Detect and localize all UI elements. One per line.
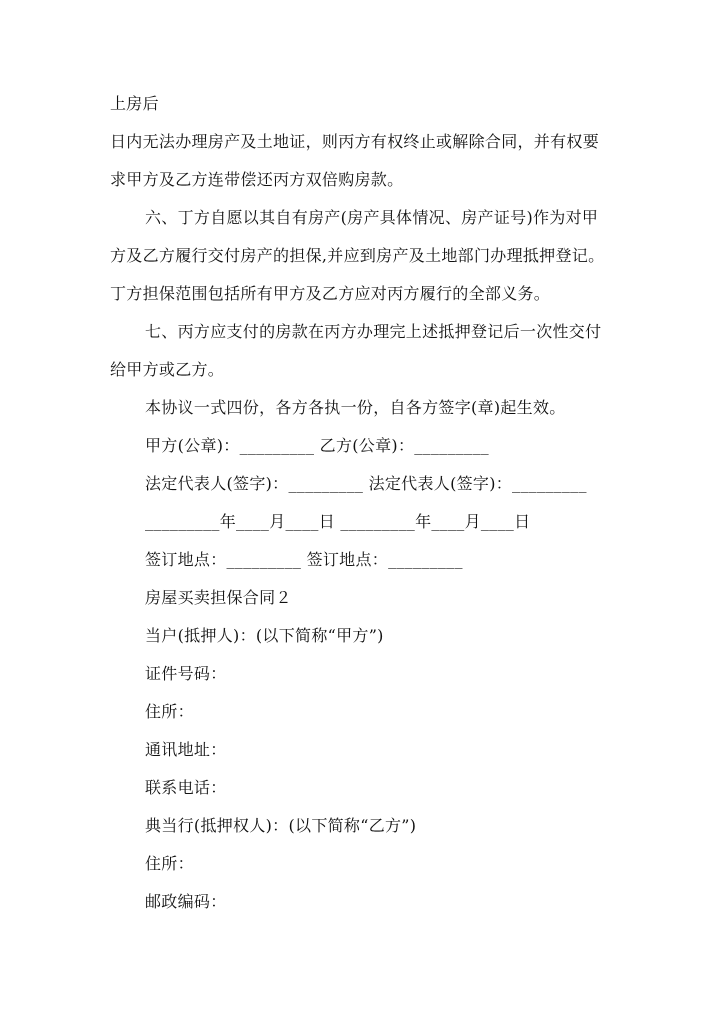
signing-place-line: 签订地点：_________ 签订地点：_________	[145, 550, 463, 569]
clause-six-line-2: 方及乙方履行交付房产的担保,并应到房产及土地部门办理抵押登记。	[110, 246, 605, 265]
clause-six-line-3: 丁方担保范围包括所有甲方及乙方应对丙方履行的全部义务。	[110, 284, 551, 303]
effectiveness-clause: 本协议一式四份，各方各执一份，自各方签字(章)起生效。	[145, 398, 566, 417]
party-seal-line: 甲方(公章)：_________ 乙方(公章)：_________	[145, 436, 489, 455]
mortgagor-line: 当户(抵押人)：(以下简称“甲方”)	[145, 626, 384, 645]
clause-six-line-1: 六、丁方自愿以其自有房产(房产具体情况、房产证号)作为对甲	[145, 208, 599, 227]
phone-line: 联系电话：	[145, 778, 227, 797]
clause-seven-line-1: 七、丙方应支付的房款在丙方办理完上述抵押登记后一次性交付	[145, 322, 602, 341]
mortgagee-line: 典当行(抵押权人)：(以下简称“乙方”)	[145, 816, 417, 835]
clause-seven-line-2: 给甲方或乙方。	[110, 360, 225, 379]
id-number-line: 证件号码：	[145, 664, 227, 683]
mailing-address-line: 通讯地址：	[145, 740, 227, 759]
mortgagee-address-line: 住所：	[145, 854, 194, 873]
address-line: 住所：	[145, 702, 194, 721]
date-line: _________年____月____日 _________年____月____日	[145, 512, 531, 531]
text-line-clause-cont-1: 日内无法办理房产及土地证，则丙方有权终止或解除合同，并有权要	[110, 132, 600, 151]
text-line-continuation: 上房后	[110, 94, 159, 113]
contract-title: 房屋买卖担保合同２	[145, 588, 292, 607]
postal-code-line: 邮政编码：	[145, 892, 227, 911]
legal-representative-line: 法定代表人(签字)：_________ 法定代表人(签字)：_________	[145, 474, 587, 493]
text-line-clause-cont-2: 求甲方及乙方连带偿还丙方双倍购房款。	[110, 170, 404, 189]
